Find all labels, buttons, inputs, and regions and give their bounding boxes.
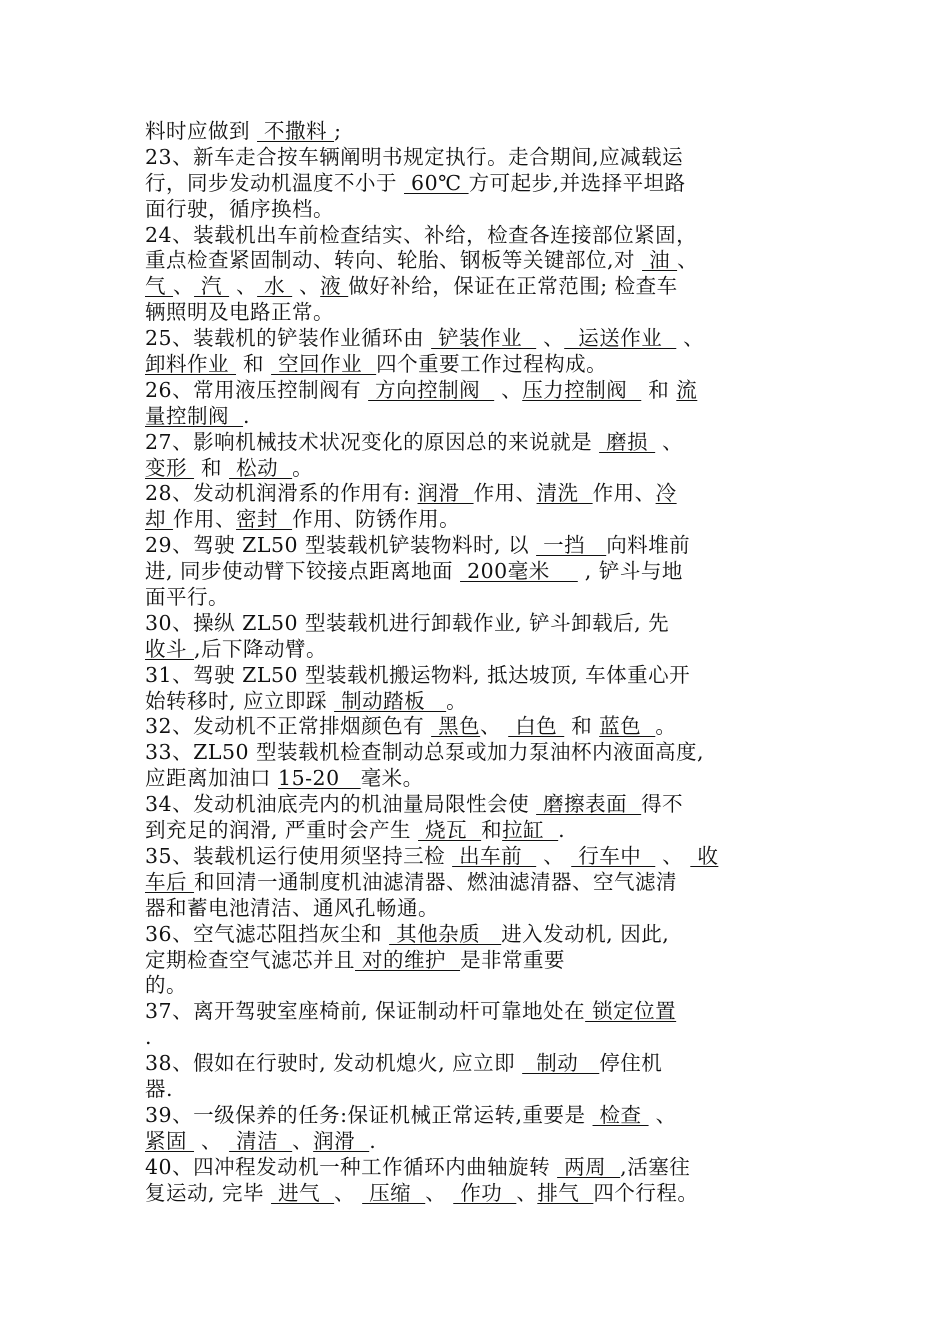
answer-blank: 对的维护 xyxy=(355,947,461,972)
text-segment: 应距离加油口 xyxy=(145,766,279,791)
text-line xyxy=(145,663,815,689)
text-line xyxy=(145,585,815,611)
text-line xyxy=(145,1155,815,1181)
text-segment: 。 xyxy=(446,688,468,713)
text-line xyxy=(145,352,815,378)
document-body xyxy=(145,119,815,1206)
text-segment: 和 xyxy=(564,714,600,739)
text-segment: 32、发动机不正常排烟颜色有 xyxy=(145,714,432,739)
answer-blank: 磨损 xyxy=(599,429,656,454)
text-segment: 29、驾驶 ZL50 型装载机铲装物料时, 以 xyxy=(145,533,537,558)
answer-blank: 收斗 xyxy=(145,636,195,661)
text-segment: 、 xyxy=(536,843,572,868)
text-segment: 和 xyxy=(481,818,503,843)
text-segment: 、 xyxy=(292,1128,314,1153)
answer-blank: 压缩 xyxy=(362,1180,426,1205)
answer-blank: 出车前 xyxy=(452,843,537,868)
text-segment: 作用、防锈作用。 xyxy=(292,507,461,532)
text-line xyxy=(145,430,815,456)
text-line xyxy=(145,1129,815,1155)
text-segment: 、 xyxy=(194,1128,230,1153)
answer-blank: 收 xyxy=(690,843,719,868)
text-segment: 作用、 xyxy=(592,481,656,506)
text-segment: 25、装载机的铲装作业循环由 xyxy=(145,326,432,351)
text-segment: 毫米。 xyxy=(360,766,424,791)
answer-blank: 液 xyxy=(320,274,349,299)
text-line xyxy=(145,456,815,482)
text-segment: 做好补给，保证在正常范围; 检查车 xyxy=(348,274,678,299)
text-segment: 方可起步,并选择平坦路 xyxy=(468,170,686,195)
text-line xyxy=(145,1181,815,1207)
answer-blank: 空回作业 xyxy=(271,352,377,377)
text-segment: 38、假如在行驶时, 发动机熄火, 应立即 xyxy=(145,1051,523,1076)
answer-blank: 运送作业 xyxy=(564,326,677,351)
text-segment: , 铲斗与地 xyxy=(577,559,683,584)
text-line xyxy=(145,248,815,274)
answer-blank: 白色 xyxy=(508,714,565,739)
text-segment: 、 xyxy=(173,274,195,299)
answer-blank: 15-20 xyxy=(278,766,361,791)
answer-blank: 却 xyxy=(145,507,174,532)
answer-blank: 清洁 xyxy=(229,1128,293,1153)
text-segment: 40、四冲程发动机一种工作循环内曲轴旋转 xyxy=(145,1154,558,1179)
text-line xyxy=(145,1051,815,1077)
answer-blank: 磨擦表面 xyxy=(536,792,642,817)
text-segment: 、 xyxy=(425,1180,454,1205)
text-segment: 料时应做到 xyxy=(145,119,258,143)
text-segment: 行，同步发动机温度不小于 xyxy=(145,170,405,195)
text-segment: 辆照明及电路正常。 xyxy=(145,300,334,325)
text-segment: 、 xyxy=(536,326,565,351)
text-segment: 、 xyxy=(292,274,321,299)
text-segment: 得不 xyxy=(641,792,684,817)
answer-blank: 烧瓦 xyxy=(418,818,482,843)
text-line xyxy=(145,171,815,197)
text-line xyxy=(145,559,815,585)
text-segment: ,后下降动臂。 xyxy=(194,636,328,661)
text-segment: 面平行。 xyxy=(145,585,229,610)
text-segment: 始转移时, 应立即踩 xyxy=(145,688,335,713)
text-line xyxy=(145,1077,815,1103)
text-line xyxy=(145,507,815,533)
answer-blank: 蓝色 xyxy=(599,714,656,739)
text-line xyxy=(145,740,815,766)
answer-blank: 60℃ xyxy=(404,170,469,195)
text-segment: 、 xyxy=(229,274,258,299)
text-line xyxy=(145,481,815,507)
text-segment: 到充足的润滑, 严重时会产生 xyxy=(145,818,419,843)
text-line xyxy=(145,223,815,249)
text-segment: 23、新车走合按车辆阐明书规定执行。走合期间,应减载运 xyxy=(145,144,684,169)
text-line xyxy=(145,766,815,792)
answer-blank: 一挡 xyxy=(536,533,607,558)
text-segment: ; xyxy=(334,119,342,143)
text-segment: . xyxy=(243,403,251,428)
answer-blank: 润滑 xyxy=(417,481,474,506)
text-segment: 、 xyxy=(334,1180,363,1205)
text-segment: 34、发动机油底壳内的机油量局限性会使 xyxy=(145,792,537,817)
text-segment: 、 xyxy=(677,248,699,273)
text-segment: 30、操纵 ZL50 型装载机进行卸载作业, 铲斗卸载后, 先 xyxy=(145,610,670,635)
text-segment: 进入发动机, 因此, xyxy=(501,921,670,946)
text-segment: 和 xyxy=(236,352,272,377)
text-line xyxy=(145,870,815,896)
text-segment: 和 xyxy=(194,455,230,480)
answer-blank: 量控制阀 xyxy=(145,403,244,428)
answer-blank: 水 xyxy=(257,274,293,299)
text-segment: 停住机 xyxy=(599,1051,663,1076)
answer-blank: 进气 xyxy=(271,1180,335,1205)
text-line xyxy=(145,1103,815,1129)
text-segment: 定期检查空气滤芯并且 xyxy=(145,947,355,972)
text-segment: 作用、 xyxy=(173,507,237,532)
text-segment: 24、装载机出车前检查结实、补给，检查各连接部位紧固， xyxy=(145,222,698,247)
text-segment: 。 xyxy=(655,714,677,739)
text-segment: 四个重要工作过程构成。 xyxy=(376,352,608,377)
text-line xyxy=(145,119,815,145)
text-line xyxy=(145,300,815,326)
answer-blank: 制动 xyxy=(522,1051,600,1076)
answer-blank: 黑色 xyxy=(431,714,481,739)
text-segment: 重点检查紧固制动、转向、轮胎、钢板等关键部位,对 xyxy=(145,248,643,273)
answer-blank: 压力控制阀 xyxy=(522,377,642,402)
text-segment: 的。 xyxy=(145,973,187,998)
text-segment: 37、离开驾驶室座椅前, 保证制动杆可靠地处在 xyxy=(145,999,586,1024)
text-line xyxy=(145,792,815,818)
answer-blank: 检查 xyxy=(592,1102,649,1127)
text-segment: 复运动, 完毕 xyxy=(145,1180,272,1205)
answer-blank: 不撒料 xyxy=(257,119,335,143)
text-line xyxy=(145,948,815,974)
text-segment: 向料堆前 xyxy=(606,533,691,558)
text-segment: 33、ZL50 型装载机检查制动总泵或加力泵油杯内液面高度, xyxy=(145,740,705,765)
answer-blank: 两周 xyxy=(557,1154,621,1179)
text-segment: 28、发动机润滑系的作用有: xyxy=(145,481,418,506)
answer-blank: 流 xyxy=(676,377,698,402)
text-segment: 36、空气滤芯阻挡灰尘和 xyxy=(145,921,390,946)
text-segment: 、 xyxy=(648,1102,677,1127)
answer-blank: 200毫米 xyxy=(460,559,578,584)
text-segment: 、 xyxy=(480,714,509,739)
text-segment: . xyxy=(369,1128,377,1153)
answer-blank: 紧固 xyxy=(145,1128,195,1153)
text-line xyxy=(145,689,815,715)
answer-blank: 变形 xyxy=(145,455,195,480)
text-line xyxy=(145,922,815,948)
answer-blank: 汽 xyxy=(194,274,230,299)
text-segment: 和回清一通制度机油滤清器、燃油滤清器、空气滤清 xyxy=(194,869,678,894)
text-segment: ,活塞往 xyxy=(620,1154,691,1179)
text-segment: 四个行程。 xyxy=(593,1180,699,1205)
text-line xyxy=(145,999,815,1025)
text-line xyxy=(145,896,815,922)
text-segment: 、 xyxy=(655,843,691,868)
text-line xyxy=(145,326,815,352)
answer-blank: 冷 xyxy=(655,481,677,506)
text-segment: 35、装载机运行使用须坚持三检 xyxy=(145,843,453,868)
answer-blank: 其他杂质 xyxy=(389,921,502,946)
answer-blank: 密封 xyxy=(236,507,293,532)
text-line xyxy=(145,197,815,223)
text-segment: 39、一级保养的任务:保证机械正常运转,重要是 xyxy=(145,1102,593,1127)
text-line xyxy=(145,611,815,637)
answer-blank: 作功 xyxy=(453,1180,517,1205)
text-line xyxy=(145,404,815,430)
text-line xyxy=(145,714,815,740)
answer-blank: 清洗 xyxy=(536,481,593,506)
text-line xyxy=(145,274,815,300)
answer-blank: 卸料作业 xyxy=(145,352,237,377)
text-segment: 是非常重要 xyxy=(460,947,566,972)
answer-blank: 排气 xyxy=(537,1180,594,1205)
answer-blank: 车后 xyxy=(145,869,195,894)
text-segment: 进, 同步使动臂下铰接点距离地面 xyxy=(145,559,461,584)
answer-blank: 制动踏板 xyxy=(334,688,447,713)
text-segment: 面行驶，循序换档。 xyxy=(145,196,334,221)
text-segment: 器和蓄电池清洁、通风孔畅通。 xyxy=(145,895,439,920)
answer-blank: 松动 xyxy=(229,455,293,480)
text-segment: 、 xyxy=(516,1180,538,1205)
answer-blank: 铲装作业 xyxy=(431,326,537,351)
text-segment: . xyxy=(558,818,566,843)
text-segment: 、 xyxy=(494,377,523,402)
text-segment: 31、驾驶 ZL50 型装载机搬运物料, 抵达坡顶, 车体重心开 xyxy=(145,662,691,687)
text-segment: 27、影响机械技术状况变化的原因总的来说就是 xyxy=(145,429,600,454)
text-segment: 、 xyxy=(676,326,705,351)
text-line xyxy=(145,844,815,870)
text-line xyxy=(145,818,815,844)
text-line xyxy=(145,145,815,171)
answer-blank: 拉缸 xyxy=(502,818,559,843)
text-line xyxy=(145,378,815,404)
text-line xyxy=(145,533,815,559)
text-segment: 。 xyxy=(292,455,314,480)
answer-blank: 行车中 xyxy=(571,843,656,868)
answer-blank: 气 xyxy=(145,274,174,299)
answer-blank: 锁定位置 xyxy=(585,999,677,1024)
text-line xyxy=(145,1025,815,1051)
answer-blank: 润滑 xyxy=(313,1128,370,1153)
text-segment: 作用、 xyxy=(473,481,537,506)
text-segment: . xyxy=(145,1025,153,1050)
answer-blank: 油 xyxy=(642,248,678,273)
text-line xyxy=(145,637,815,663)
text-segment: 26、常用液压控制阀有 xyxy=(145,377,369,402)
text-segment: 器. xyxy=(145,1076,174,1101)
text-segment: 、 xyxy=(655,429,684,454)
text-segment: 和 xyxy=(641,377,677,402)
text-line xyxy=(145,973,815,999)
answer-blank: 方向控制阀 xyxy=(368,377,495,402)
